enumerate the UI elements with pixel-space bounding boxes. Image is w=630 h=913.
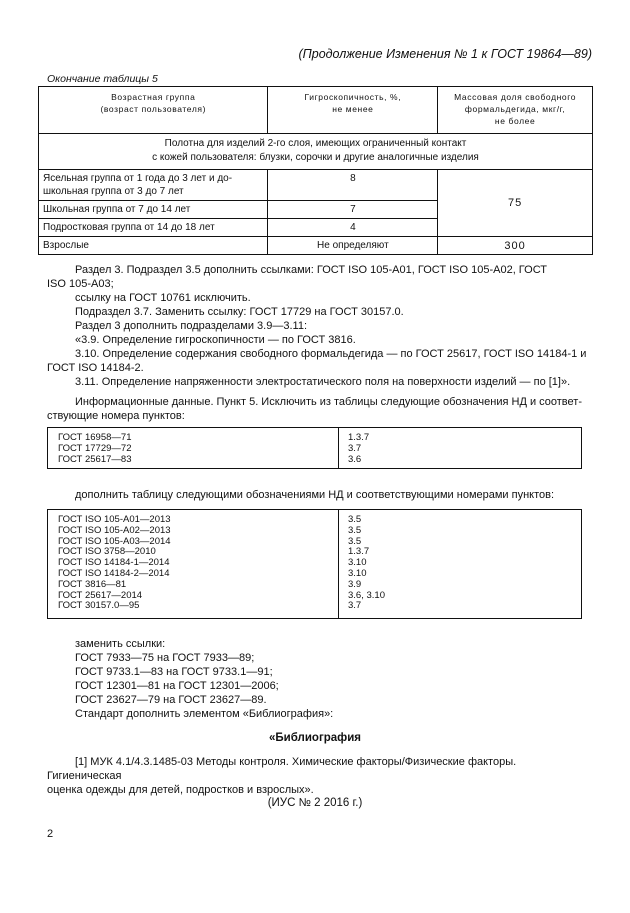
- hygroscopicity-cell: Не определяют: [268, 237, 438, 255]
- list-item: ГОСТ 25617—83: [58, 453, 132, 465]
- list-item: ГОСТ ISO 14184-1—2014: [58, 557, 170, 569]
- column-divider: [338, 510, 339, 618]
- age-group-cell: Подростковая группа от 14 до 18 лет: [39, 219, 268, 237]
- list-item: ГОСТ 16958—71: [58, 432, 132, 443]
- paragraph: ссылку на ГОСТ 10761 исключить.: [75, 292, 251, 304]
- paragraph: заменить ссылки:: [75, 638, 166, 650]
- paragraph: Раздел 3 дополнить подразделами 3.9—3.11:: [75, 320, 307, 332]
- amendment-text-block: [47, 263, 587, 423]
- col-header-formaldehyde: [438, 87, 593, 134]
- item-column: [348, 433, 369, 465]
- paragraph: ISO 105-A03;: [47, 278, 114, 290]
- bibliography-title: «Библиография: [269, 732, 361, 744]
- header-line: формальдегида, мкг/г,: [464, 104, 566, 114]
- list-item: 3.5: [348, 535, 362, 547]
- header-line: не менее: [332, 104, 374, 114]
- table-caption: Окончание таблицы 5: [47, 73, 158, 85]
- header-line: Возрастная группа: [111, 92, 196, 102]
- formaldehyde-cell: [438, 237, 593, 255]
- list-item: 3.9: [348, 578, 362, 590]
- column-divider: [338, 428, 339, 468]
- table-header-row: [39, 87, 593, 134]
- list-item: 3.6: [348, 453, 362, 465]
- paragraph: оценка одежды для детей, подростков и взрослых».: [47, 784, 314, 796]
- paragraph: ГОСТ 9733.1—83 на ГОСТ 9733.1—91;: [75, 666, 273, 678]
- age-group-cell: [39, 170, 268, 201]
- list-item: ГОСТ 25617—2014: [58, 589, 143, 601]
- section-line: Полотна для изделий 2-го слоя, имеющих ограниченный контакт: [164, 138, 467, 149]
- hygroscopicity-cell: 7: [268, 201, 438, 219]
- list-item: 3.7: [348, 600, 362, 612]
- list-item: ГОСТ ISO 14184-2—2014: [58, 567, 170, 579]
- bibliography-entry: [47, 755, 587, 797]
- continuation-header: (Продолжение Изменения № 1 к ГОСТ 19864—89): [298, 47, 592, 61]
- paragraph: Информационные данные. Пункт 5. Исключить из таблицы следующие обозначения НД и соответ-: [75, 396, 582, 408]
- list-item: ГОСТ ISO 105-A02—2013: [58, 524, 171, 536]
- formaldehyde-value: 75: [507, 197, 523, 209]
- paragraph: ГОСТ ISO 14184-2.: [47, 362, 144, 374]
- list-item: 3.6, 3.10: [348, 589, 385, 601]
- paragraph: 3.11. Определение напряженности электростатического поля на поверхности изделий — по [1]».: [75, 376, 571, 388]
- age-group-cell: Взрослые: [39, 237, 268, 255]
- ius-reference: (ИУС № 2 2016 г.): [267, 797, 363, 809]
- list-item: 3.10: [348, 557, 367, 569]
- added-nd-list: [47, 509, 582, 619]
- item-column: [348, 515, 385, 612]
- paragraph: Стандарт дополнить элементом «Библиография»:: [75, 708, 334, 720]
- nd-column: [58, 515, 171, 612]
- header-line: не более: [494, 116, 536, 126]
- cell-line: Ясельная группа от 1 года до 3 лет и до-: [43, 173, 233, 184]
- paragraph: «3.9. Определение гигроскопичности — по ГОСТ 3816.: [75, 334, 356, 346]
- table-row: [39, 170, 593, 201]
- list-item: 1.3.7: [348, 546, 370, 558]
- header-line: Массовая доля свободного: [454, 92, 577, 102]
- list-item: ГОСТ ISO 105-A01—2013: [58, 514, 171, 525]
- paragraph: ГОСТ 23627—79 на ГОСТ 23627—89.: [75, 694, 267, 706]
- list-item: ГОСТ 3816—81: [58, 578, 127, 590]
- paragraph: 3.10. Определение содержания свободного формальдегида — по ГОСТ 25617, ГОСТ ISO 14184-1 и: [75, 348, 587, 360]
- hygroscopicity-cell: 8: [268, 170, 438, 201]
- removed-nd-list: [47, 427, 582, 469]
- cell-line: школьная группа от 3 до 7 лет: [43, 186, 184, 197]
- list-item: ГОСТ 17729—72: [58, 442, 132, 454]
- paragraph: ГОСТ 12301—81 на ГОСТ 12301—2006;: [75, 680, 279, 692]
- section-heading: [39, 134, 593, 170]
- list-item: 3.5: [348, 514, 362, 525]
- paragraph: [1] МУК 4.1/4.3.1485-03 Методы контроля. Химические факторы/Физические факторы. Гигиеническая: [47, 756, 517, 782]
- table-section-row: [39, 134, 593, 170]
- section-line: с кожей пользователя: блузки, сорочки и другие аналогичные изделия: [152, 152, 479, 163]
- paragraph: ГОСТ 7933—75 на ГОСТ 7933—89;: [75, 652, 255, 664]
- table-row: [39, 237, 593, 255]
- paragraph: Раздел 3. Подраздел 3.5 дополнить ссылками: ГОСТ ISO 105-A01, ГОСТ ISO 105-A02, ГОСТ: [75, 264, 548, 276]
- paragraph: дополнить таблицу следующими обозначениями НД и соответствующими номерами пунктов:: [75, 489, 555, 501]
- list-item: ГОСТ 30157.0—95: [58, 600, 140, 612]
- list-item: ГОСТ ISO 3758—2010: [58, 546, 156, 558]
- amendment-text-block: [47, 637, 587, 721]
- hygroscopicity-cell: 4: [268, 219, 438, 237]
- list-item: ГОСТ ISO 105-A03—2014: [58, 535, 171, 547]
- paragraph: ствующие номера пунктов:: [47, 410, 185, 422]
- formaldehyde-cell-merged: [438, 170, 593, 237]
- table-5: [38, 86, 593, 255]
- paragraph: Подраздел 3.7. Заменить ссылку: ГОСТ 17729 на ГОСТ 30157.0.: [75, 306, 404, 318]
- page-number: 2: [47, 828, 54, 840]
- col-header-hygroscopicity: [268, 87, 438, 134]
- header-line: (возраст пользователя): [100, 104, 207, 114]
- nd-column: [58, 433, 131, 465]
- amendment-text-block: [47, 488, 587, 502]
- list-item: 3.5: [348, 524, 362, 536]
- list-item: 3.7: [348, 442, 362, 454]
- list-item: 3.10: [348, 567, 367, 579]
- header-line: Гигроскопичность, %,: [304, 92, 402, 102]
- age-group-cell: Школьная группа от 7 до 14 лет: [39, 201, 268, 219]
- formaldehyde-value: 300: [504, 239, 526, 252]
- col-header-age-group: [39, 87, 268, 134]
- list-item: 1.3.7: [348, 432, 370, 443]
